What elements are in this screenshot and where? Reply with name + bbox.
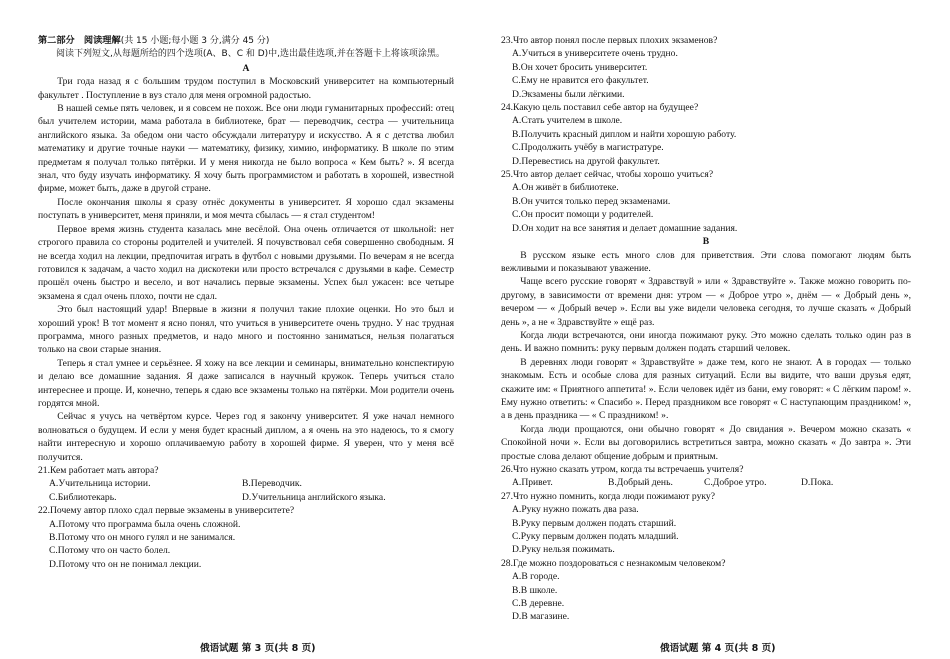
option-d: D.Пока. — [801, 477, 834, 489]
option-d: D.В магазине. — [512, 611, 570, 623]
option-c: C.В деревне. — [512, 598, 565, 610]
option-c: C.Доброе утро. — [704, 477, 767, 489]
question-21: 21.Кем работает мать автора? — [38, 465, 159, 476]
option-d: D.Экзамены были лёгкими. — [512, 88, 625, 100]
option-c: C.Он просит помощи у родителей. — [512, 209, 654, 221]
option-c: C.Руку первым должен подать младший. — [512, 531, 679, 543]
option-a: A.В городе. — [512, 571, 560, 583]
question-21-options-row-2 — [38, 491, 454, 504]
passage-b-paragraph: В деревнях люди говорят « Здравствуйте » даже тем, кого не знают. А в городах — только знакомым. Есть и особые слова для разных ситуаций. Если вы видите, что ваши друзья едят, скажите им: « Приятного аппетита! ». Если человек идёт из бани, ему говорят: « С лёгким паром! ». Ему нужно ответить: « Спасибо ». Перед праздником все говорят « С наступающим праздником! », а в день праздника — « С праздником! ». — [501, 356, 911, 422]
option-a: A.Учиться в университете очень трудно. — [512, 48, 678, 60]
section-instructions: 阅读下列短文,从每题所给的四个选项(A、B、C 和 D)中,选出最佳选项,并在答题卡上将该项涂黑。 — [56, 49, 445, 60]
right-column — [501, 34, 911, 624]
option-b: B.В школе. — [512, 584, 558, 596]
passage-a-paragraph: Три года назад я с большим трудом поступил в Московский университет на компьютерный факультет . Поступление в вуз стало для меня огромной радостью. — [38, 76, 454, 101]
page-footer-left: 俄语试题 第 3 页(共 8 页) — [200, 643, 316, 654]
option-a: A.Он живёт в библиотеке. — [512, 182, 619, 194]
section-title: 第二部分 阅读理解 — [38, 35, 121, 46]
option-c: C.Продолжить учёбу в магистратуре. — [512, 142, 664, 154]
option-d: D.Он ходит на все занятия и делает домашние задания. — [512, 222, 738, 234]
question-22: 22.Почему автор плохо сдал первые экзамены в университете? — [38, 505, 295, 517]
passage-a-title: A — [242, 62, 250, 74]
passage-b-paragraph: В русском языке есть много слов для приветствия. Эти слова помогают людям быть вежливыми и показывают уважение. — [501, 249, 911, 274]
question-23: 23.Что автор понял после первых плохих экзаменов? — [501, 35, 718, 46]
option-a: A.Потому что программа была очень сложной. — [49, 518, 241, 530]
option-c: C.Ему не нравится его факультет. — [512, 75, 649, 87]
option-b: B.Добрый день. — [608, 477, 673, 489]
question-27: 27.Что нужно помнить, когда люди пожимают руку? — [501, 490, 715, 502]
passage-b-paragraph: Чаще всего русские говорят « Здравствуй » или « Здравствуйте ». Также можно говорить по-другому, в зависимости от времени дня: утром — « Доброе утро », днём — « Добрый день », вечером — « Добрый вечер ». Если вы уже видели человека сегодня, то лучше сказать « Добрый день », а не « Здравствуйте » ещё раз. — [501, 276, 911, 328]
question-21-options-row-1 — [38, 477, 454, 490]
option-d: D.Руку нельзя пожимать. — [512, 544, 615, 556]
option-b: B.Он хочет бросить университет. — [512, 61, 648, 73]
question-25: 25.Что автор делает сейчас, чтобы хорошо учиться? — [501, 169, 714, 181]
option-c: C.Потому что он часто болел. — [49, 545, 171, 557]
section-scoring-note: (共 15 小题;每小题 3 分,满分 45 分) — [120, 36, 270, 46]
passage-a-paragraph: Сейчас я учусь на четвёртом курсе. Через год я закончу университет. Я уже начал немного волноваться о будущем. И если у меня будет красный диплом, а я очень на это надеюсь, то я смогу найти интересную и хорошо оплачиваемую работу в хорошей фирме. Я уверен, что у меня всё получится. — [38, 411, 454, 463]
passage-a-paragraph: После окончания школы я сразу отнёс документы в университет. Я хорошо сдал экзамены поступать в университет, меня приняли, и моя мечта сбылась — я стал студентом! — [38, 196, 454, 222]
option-a: A.Стать учителем в школе. — [512, 115, 623, 127]
option-d: D.Потому что он не понимал лекции. — [49, 558, 202, 570]
option-b: B.Переводчик. — [242, 478, 302, 490]
left-column — [38, 34, 454, 571]
passage-b-title: B — [702, 236, 710, 248]
passage-b-paragraph: Когда люди прощаются, они обычно говорят « До свидания ». Вечером можно сказать « Спокойной ночи ». Если вы договорились встретиться завтра, можно сказать « До завтра ». Эти простые слова делают общение добрым и приятным. — [501, 423, 911, 462]
question-26-options-row — [501, 476, 911, 489]
question-26: 26.Что нужно сказать утром, когда ты встречаешь учителя? — [501, 464, 744, 475]
option-b: B.Получить красный диплом и найти хорошую работу. — [512, 128, 737, 140]
section-heading — [38, 34, 454, 48]
option-a: A.Привет. — [512, 477, 553, 489]
option-a: A.Учительница истории. — [49, 478, 151, 490]
question-24: 24.Какую цель поставил себе автор на будущее? — [501, 102, 699, 114]
passage-a-paragraph: Первое время жизнь студента казалась мне весёлой. Она очень отличается от школьной: нет строгого правила со стороны родителей и учителей. Я почувствовал себя совершенно свободным. Я не всегда ходил на лекции, предпочитая играть в футбол с новыми друзьями. По вечерам я не всегда готовился к задачам, а часто ходил на дискотеки или просто встречался с друзьями в кафе. Семестр прошёл очень быстро и весело, и вот начались первые экзамены. Успех был ужасен: все четыре экзамена я сдал очень плохо, почти не сдал. — [38, 223, 454, 302]
option-c: C.Библиотекарь. — [49, 491, 117, 503]
page-footer-right: 俄语试题 第 4 页(共 8 页) — [660, 643, 776, 654]
question-28: 28.Где можно поздороваться с незнакомым человеком? — [501, 557, 726, 569]
option-b: B.Потому что он много гулял и не занимался. — [49, 532, 236, 544]
option-a: A.Руку нужно пожать два раза. — [512, 504, 639, 516]
option-d: D.Перевестись на другой факультет. — [512, 155, 660, 167]
passage-b-paragraph: Когда люди встречаются, они иногда пожимают руку. Это можно сделать только один раз в день. И важно помнить: руку первым должен подать старший человек. — [501, 329, 911, 355]
option-d: D.Учительница английского языка. — [242, 491, 386, 503]
option-b: B.Руку первым должен подать старший. — [512, 517, 677, 529]
passage-a-paragraph: В нашей семье пять человек, и я совсем не похож. Все они люди гуманитарных профессий: отец был учителем истории, мама работала в библиотеке, брат — переводчик, сестра — учительница английского языка. За обедом они часто обсуждали литературу и искусство. А я с детства любил математику и другие точные науки — математику, физику, химию, информатику. В школе по этим предметам я получал только пятёрки. И у меня никогда не было вопроса « Кем быть? ». Я всегда знал, что буду изучать информатику. Я хочу быть программистом и работать в хорошей, известной фирме, может быть, даже в другой стране. — [38, 103, 454, 195]
passage-a-paragraph: Теперь я стал умнее и серьёзнее. Я хожу на все лекции и семинары, внимательно конспектирую и делаю все домашние задания. Я даже записался в научный кружок. Теперь учиться стало интереснее и проще. И, конечно, теперь я сдаю все экзамены только на пятёрки. Мои родители очень гордятся мной. — [38, 357, 454, 409]
option-b: B.Он учится только перед экзаменами. — [512, 195, 671, 207]
passage-a-paragraph: Это был настоящий удар! Впервые в жизни я получил такие плохие оценки. Но это был и хороший урок! В тот момент я ясно понял, что учиться в университете очень трудно. У нас трудная программа, много разных предметов, и надо много и постоянно заниматься, нельзя полагаться только на свои старые знания. — [38, 304, 454, 356]
